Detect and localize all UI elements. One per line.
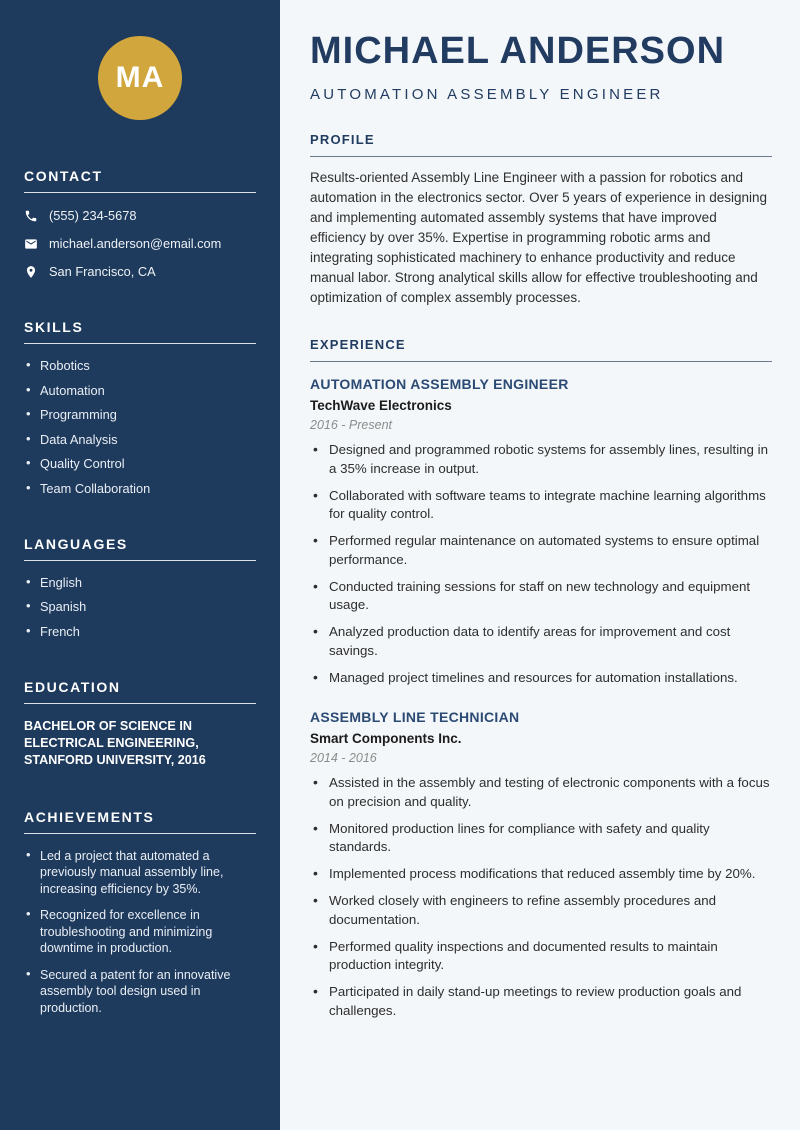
contact-list [24,208,256,279]
skill-item: • Team Collaboration [24,481,256,496]
job-company: Smart Components Inc. [310,731,462,746]
degree-text: BACHELOR OF SCIENCE IN ELECTRICAL ENGINEERING, STANFORD UNIVERSITY, 2016 [24,718,206,767]
job-dates: 2014 - 2016 [310,751,377,765]
profile-text: Results-oriented Assembly Line Engineer with a passion for robotics and automation in the electronics sector. Over 5 years of experience in designing and implementing automated assembly systems that have improved efficiency by over 35%. Expertise in programming robotic arms and integrating sophisticated machinery to enhance productivity and reduce manual labor. Strong analytical skills allow for effective troubleshooting and optimization of complex assembly processes. [310,170,768,305]
job-entry [310,709,772,1020]
job-bullet: • Implemented process modifications that reduced assembly time by 20%. [310,865,772,884]
education-section [24,679,256,769]
skill-item: • Automation [24,383,256,398]
skill-item: • Data Analysis [24,432,256,447]
job-bullet: • Performed regular maintenance on automated systems to ensure optimal performance. [310,532,772,569]
candidate-name: MICHAEL ANDERSON [310,30,726,72]
skills-list [24,358,256,496]
contact-item-location [24,264,256,279]
phone-icon [24,209,38,223]
skills-section [24,319,256,496]
job-bullet: • Worked closely with engineers to refine assembly procedures and documentation. [310,892,772,929]
job-title: AUTOMATION ASSEMBLY ENGINEER [310,376,569,392]
contact-heading: CONTACT [24,168,256,193]
achievements-heading: ACHIEVEMENTS [24,809,256,834]
experience-heading: EXPERIENCE [310,337,772,362]
job-title: ASSEMBLY LINE TECHNICIAN [310,709,520,725]
sidebar [0,0,280,1130]
location-icon [24,265,38,279]
job-dates: 2016 - Present [310,418,392,432]
achievement-item: • Led a project that automated a previously manual assembly line, increasing efficiency by 35%. [24,848,256,898]
language-item: • French [24,624,256,639]
achievement-item: • Secured a patent for an innovative assembly tool design used in production. [24,967,256,1017]
experience-section [310,337,772,1020]
contact-item-phone [24,208,256,223]
contact-section [24,168,256,279]
languages-heading: LANGUAGES [24,536,256,561]
email-icon [24,237,38,251]
skill-item: • Programming [24,407,256,422]
profile-section [310,132,772,308]
job-bullet: • Monitored production lines for compliance with safety and quality standards. [310,820,772,857]
achievements-section [24,809,256,1017]
main-content [280,0,800,1130]
phone-value: (555) 234-5678 [49,208,137,223]
skill-item: • Quality Control [24,456,256,471]
job-bullet: • Analyzed production data to identify areas for improvement and cost savings. [310,623,772,660]
contact-item-email [24,236,256,251]
job-bullet: • Performed quality inspections and documented results to maintain production integrity. [310,938,772,975]
job-bullet: • Assisted in the assembly and testing of electronic components with a focus on precision and quality. [310,774,772,811]
location-value: San Francisco, CA [49,264,156,279]
languages-list [24,575,256,639]
job-bullet: • Conducted training sessions for staff on new technology and equipment usage. [310,578,772,615]
profile-heading: PROFILE [310,132,772,157]
achievements-list [24,848,256,1017]
job-bullet: • Designed and programmed robotic systems for assembly lines, resulting in a 35% increase in output. [310,441,772,478]
job-bullet-list [310,441,772,687]
job-entry [310,376,772,687]
avatar [98,36,182,120]
skill-item: • Robotics [24,358,256,373]
job-bullet: • Participated in daily stand-up meetings to review production goals and challenges. [310,983,772,1020]
education-heading: EDUCATION [24,679,256,704]
language-item: • English [24,575,256,590]
email-value: michael.anderson@email.com [49,236,222,251]
skills-heading: SKILLS [24,319,256,344]
avatar-initials: MA [115,61,165,94]
achievement-item: • Recognized for excellence in troubleshooting and minimizing downtime in production. [24,907,256,957]
job-bullet: • Managed project timelines and resources for automation installations. [310,669,772,688]
job-company: TechWave Electronics [310,398,452,413]
job-bullet-list [310,774,772,1020]
candidate-title: AUTOMATION ASSEMBLY ENGINEER [310,86,664,103]
job-bullet: • Collaborated with software teams to integrate machine learning algorithms for quality control. [310,487,772,524]
language-item: • Spanish [24,599,256,614]
languages-section [24,536,256,639]
